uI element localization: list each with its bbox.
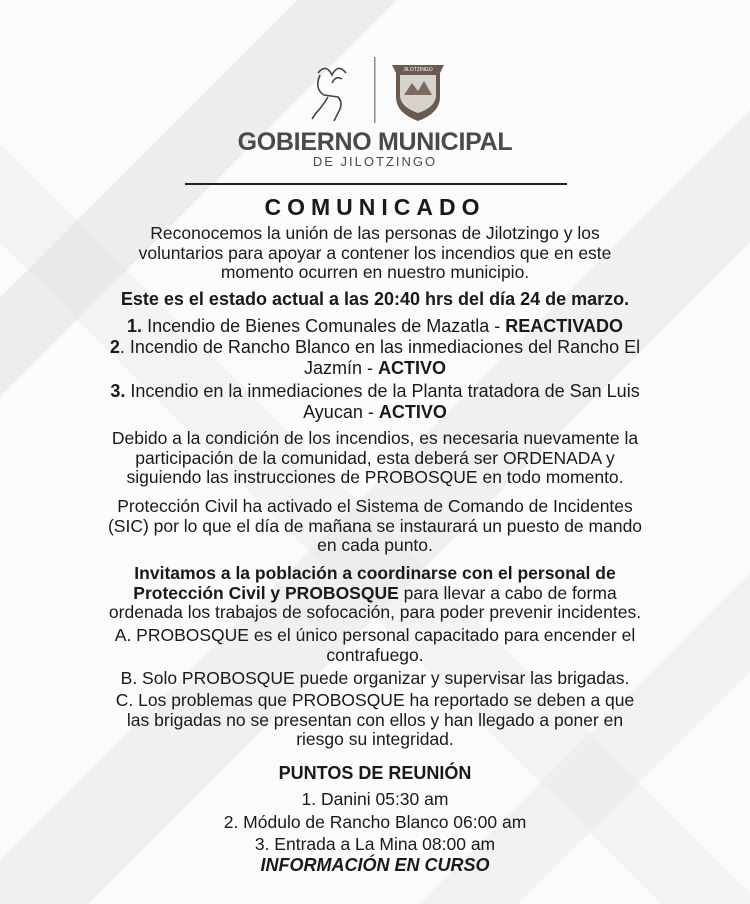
note-a [40, 626, 710, 665]
text-line: las brigadas no se presentan con ellos y han llegado a poner en [126, 709, 624, 730]
text-line: Invitamos a la población a coordinarse con el personal de [134, 563, 616, 583]
divider [185, 183, 567, 185]
org-name: GOBIERNO MUNICIPAL [237, 128, 513, 156]
intro-paragraph [40, 224, 710, 283]
text-line: (SIC) por lo que el día de mañana se instaurará un puesto de mando [107, 515, 643, 536]
meeting-point: 2. Módulo de Rancho Blanco 06:00 am [223, 811, 527, 832]
text-line: C. Los problemas que PROBOSQUE ha reportado se deben a que [115, 690, 635, 710]
note-b [40, 669, 710, 689]
bold-text: Protección Civil y PROBOSQUE [133, 582, 399, 603]
fire-item-2 [40, 337, 710, 358]
fire-text: Ayucan - [303, 402, 379, 422]
fire-num: 2 [109, 337, 120, 357]
municipal-logo [300, 55, 450, 125]
text: para llevar a cabo de forma [398, 582, 617, 603]
text-line: en cada punto. [317, 535, 433, 556]
text-line: Protección Civil ha activado el Sistema de Comando de Incidentes [117, 496, 633, 516]
seal-text: JILOTZINGO [403, 67, 433, 73]
fire-num: 1. [127, 316, 143, 336]
fire-item-2-cont [40, 358, 710, 379]
text-line: Debido a la condición de los incendios, es necesaria nuevamente la [111, 428, 639, 448]
page-title: COMUNICADO [264, 194, 486, 220]
text-line: A. PROBOSQUE es el único personal capacitado para encender el [114, 625, 636, 645]
text-line: B. Solo PROBOSQUE puede organizar y supervisar las brigadas. [120, 668, 630, 688]
text-line: ordenada los trabajos de sofocación, para poder prevenir incidentes. [108, 602, 642, 623]
text-line: riesgo su integridad. [296, 729, 454, 750]
fire-text: Incendio de Bienes Comunales de Mazatla - [147, 316, 506, 336]
fire-status: REACTIVADO [505, 316, 623, 336]
fire-item-1 [40, 316, 710, 337]
community-paragraph [40, 429, 710, 488]
text-line: participación de la comunidad, esta deberá ser ORDENADA y [135, 447, 615, 468]
invitation-paragraph [40, 564, 710, 623]
intro-line: Reconocemos la unión de las personas de Jilotzingo y los [150, 223, 600, 243]
intro-line: voluntarios para apoyar a contener los incendios que en este [138, 242, 612, 263]
text-line: contrafuego. [326, 644, 424, 665]
fire-num: 3. [110, 381, 126, 401]
fire-item-3-cont [40, 402, 710, 423]
fire-list [40, 316, 710, 423]
civil-protection-paragraph [40, 497, 710, 556]
meeting-point: 3. Entrada a La Mina 08:00 am [254, 834, 496, 854]
meeting-point: 1. Danini 05:30 am [301, 789, 449, 809]
fire-status: ACTIVO [378, 358, 447, 378]
meeting-heading: PUNTOS DE REUNIÓN [278, 763, 472, 783]
fire-text: Jazmín - [303, 358, 378, 378]
text-line: siguiendo las instrucciones de PROBOSQUE en todo momento. [126, 467, 624, 488]
text-line [40, 584, 710, 604]
fire-item-3 [40, 381, 710, 402]
fire-text: . Incendio de Rancho Blanco en las inmediaciones del Rancho El [119, 337, 641, 357]
status-heading: Este es el estado actual a las 20:40 hrs del día 24 de marzo. [120, 289, 630, 309]
note-c [40, 691, 710, 750]
fire-status: ACTIVO [378, 402, 447, 422]
fire-text: Incendio en la inmediaciones de la Planta tratadora de San Luis [130, 381, 640, 401]
intro-line: momento ocurren en nuestro municipio. [220, 262, 530, 283]
footer-note: INFORMACIÓN EN CURSO [260, 855, 490, 875]
meeting-points [40, 788, 710, 856]
org-subtitle: DE JILOTZINGO [312, 154, 438, 169]
